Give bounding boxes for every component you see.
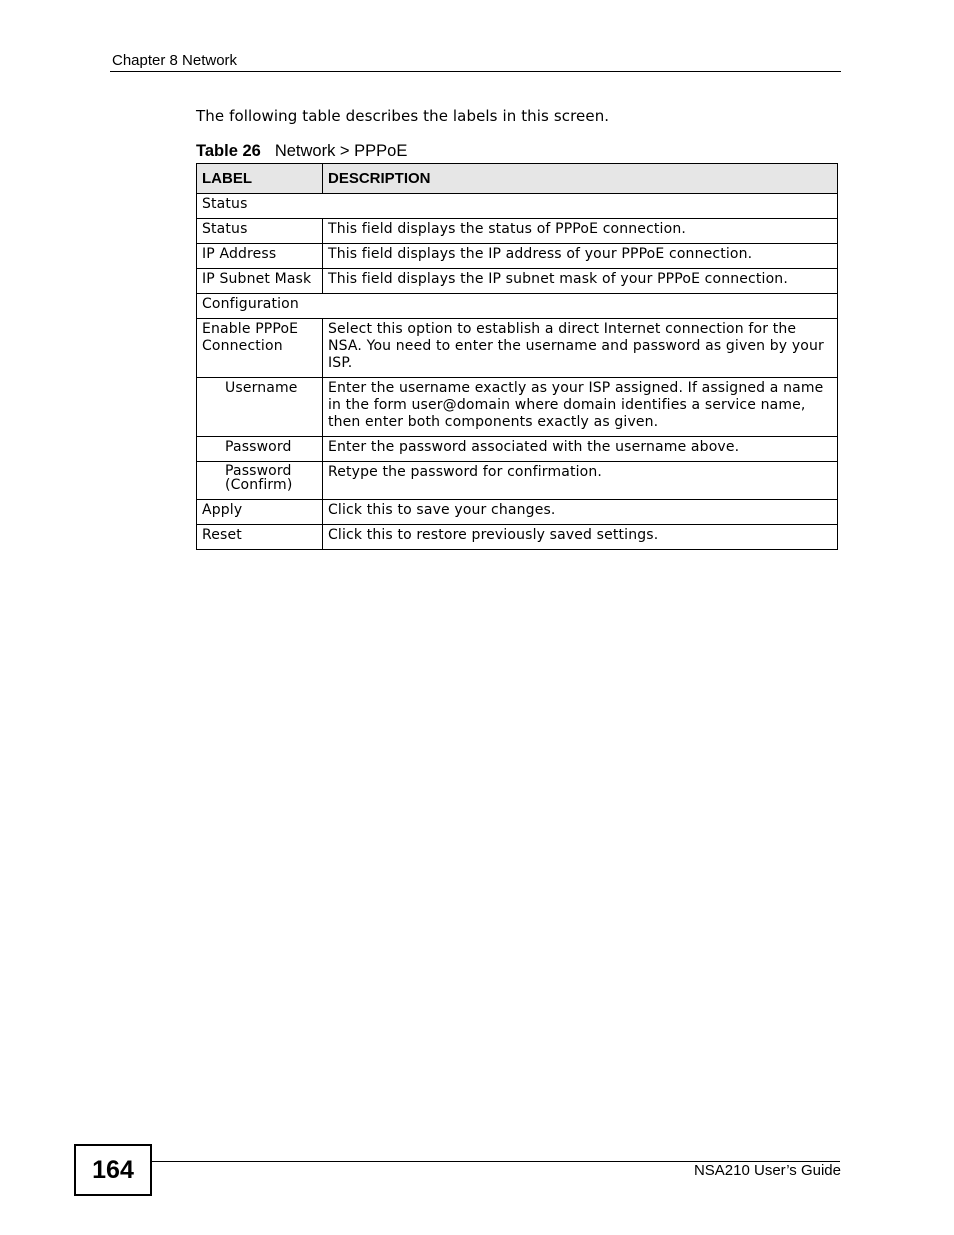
table-caption (196, 142, 407, 161)
row-label: IP Address (197, 244, 323, 269)
row-description: This field displays the IP subnet mask of your PPPoE connection. (323, 269, 838, 294)
row-description: This field displays the status of PPPoE connection. (323, 219, 838, 244)
table-row (197, 244, 838, 269)
intro-paragraph: The following table describes the labels in this screen. (196, 107, 610, 125)
table-row (197, 269, 838, 294)
row-description: Retype the password for confirmation. (323, 462, 838, 500)
table-row (197, 319, 838, 378)
table-title: Network > PPPoE (274, 142, 408, 160)
page-number: 164 (74, 1144, 152, 1196)
table-number: Table 26 (196, 142, 261, 160)
row-description: Enter the password associated with the username above. (323, 437, 838, 462)
table-row (197, 378, 838, 437)
running-header: Chapter 8 Network (112, 52, 238, 69)
row-label: Username (197, 378, 323, 437)
row-description: Click this to save your changes. (323, 500, 838, 525)
section-row (197, 194, 838, 219)
table-row (197, 219, 838, 244)
row-label: Password (197, 437, 323, 462)
section-row (197, 294, 838, 319)
row-label: Enable PPPoE Connection (197, 319, 323, 378)
header-description: DESCRIPTION (323, 164, 838, 194)
section-label: Status (197, 194, 838, 219)
row-label: Apply (197, 500, 323, 525)
header-divider (110, 71, 841, 72)
table-header-row (197, 164, 838, 194)
row-label: IP Subnet Mask (197, 269, 323, 294)
table-row (197, 462, 838, 500)
row-description: Enter the username exactly as your ISP assigned. If assigned a name in the form user@domain where domain identifies a service name, then enter both components exactly as given. (323, 378, 838, 437)
section-label: Configuration (197, 294, 838, 319)
row-description: This field displays the IP address of your PPPoE connection. (323, 244, 838, 269)
table-row (197, 437, 838, 462)
row-description: Click this to restore previously saved settings. (323, 525, 838, 550)
label-description-table (196, 163, 838, 550)
table-row (197, 525, 838, 550)
row-label: Reset (197, 525, 323, 550)
running-footer: NSA210 User’s Guide (693, 1162, 841, 1179)
row-label: Password (Confirm) (197, 462, 323, 500)
header-label: LABEL (197, 164, 323, 194)
table-row (197, 500, 838, 525)
row-label: Status (197, 219, 323, 244)
row-description: Select this option to establish a direct Internet connection for the NSA. You need to enter the username and password as given by your ISP. (323, 319, 838, 378)
